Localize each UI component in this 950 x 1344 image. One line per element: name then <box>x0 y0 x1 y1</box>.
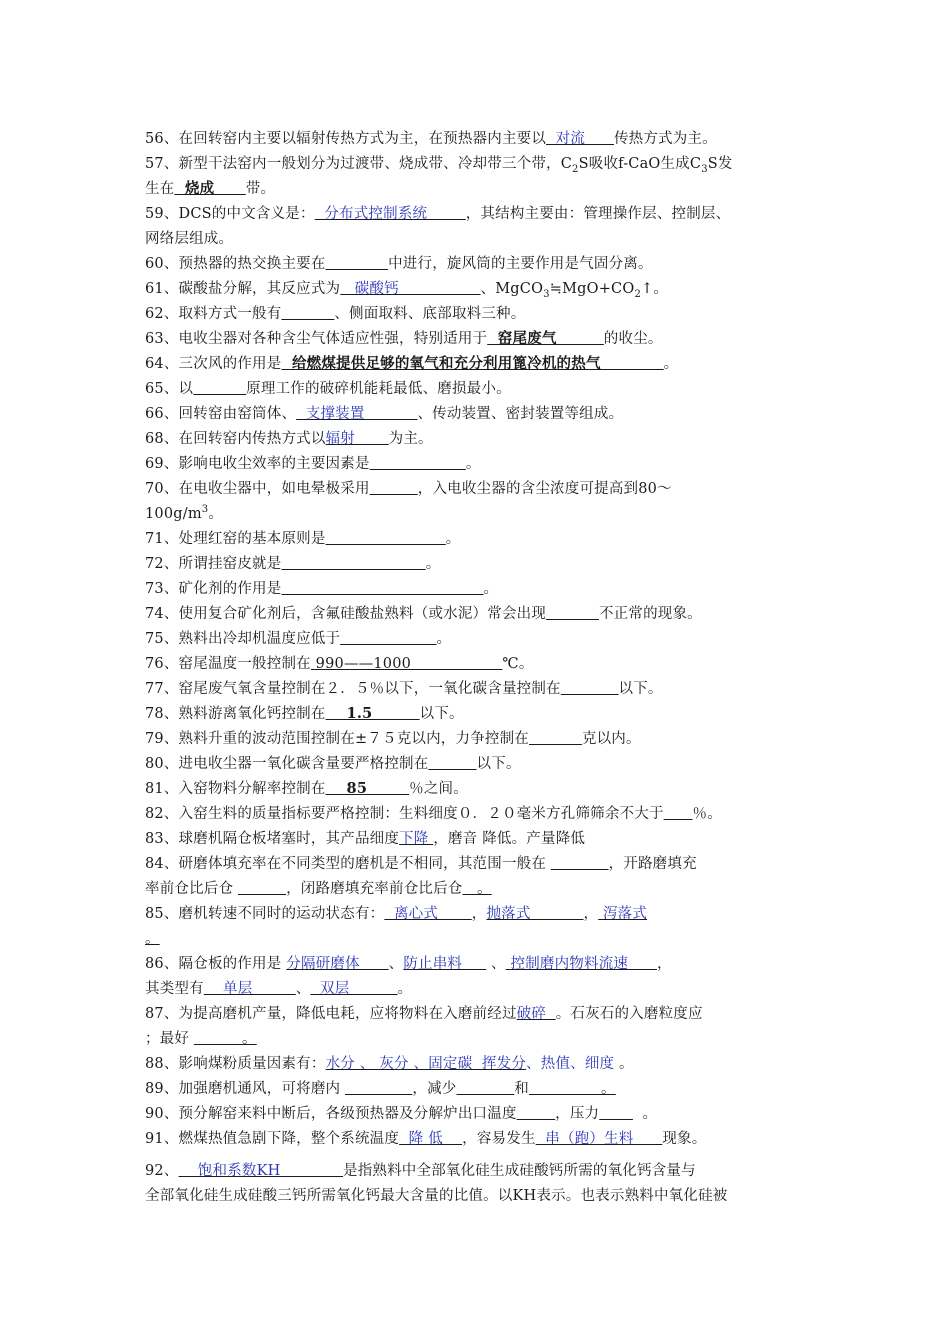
question-92-cont <box>145 1187 817 1205</box>
q87-text: 87、为提高磨机产量，降低电耗，应将物料在入磨前经过 <box>145 1006 517 1022</box>
q66-text-end: 、传动装置、密封装置等组成。 <box>417 406 624 422</box>
q91-answer-2: 串（跑）生料 <box>535 1131 663 1147</box>
question-85-cont <box>145 930 817 948</box>
q92-answer: 饱和系数KH <box>178 1163 343 1179</box>
q65-blank <box>193 381 246 397</box>
q56-text: 56、在回转窑内主要以辐射传热方式为主，在预热器内主要以 <box>145 131 547 147</box>
q87-answer: 破碎 <box>516 1006 547 1022</box>
question-78 <box>145 705 817 723</box>
q74-text: 74、使用复合矿化剂后，含氟硅酸盐熟料（或水泥）常会出现 <box>145 606 547 622</box>
q60-text: 60、预热器的热交换主要在 <box>145 256 326 272</box>
q59-text: 59、DCS的中文含义是： <box>145 206 315 222</box>
q70-blank <box>370 481 418 497</box>
q61-text-3: ≒MgO+CO <box>549 281 635 297</box>
q61-sub-2: 2 <box>634 288 641 300</box>
q85-text-end: 。 <box>145 931 160 947</box>
question-90 <box>145 1105 817 1123</box>
q63-text: 63、电收尘器对各种含尘气体适应性强，特别适用于 <box>145 331 488 347</box>
q59-text-3: 网络层组成。 <box>145 231 234 247</box>
q90-blank-2 <box>599 1106 633 1122</box>
q92-text: 是指熟料中全部氧化硅生成硅酸钙所需的氧化钙含量与 <box>343 1163 696 1179</box>
q84-blank-3: 。 <box>462 881 492 897</box>
q70-text: 70、在电收尘器中，如电晕极采用 <box>145 481 370 497</box>
q88-text: 88、影响煤粉质量因素有： <box>145 1056 326 1072</box>
q91-text-2: ，容易发生 <box>462 1131 536 1147</box>
question-64 <box>145 355 817 373</box>
q89-text-3: 和 <box>514 1081 529 1097</box>
question-65 <box>145 380 817 398</box>
q61-text-end: ↑。 <box>641 281 669 297</box>
q80-text: 80、进电收尘器一氧化碳含量要严格控制在 <box>145 756 429 772</box>
q90-blank-1 <box>517 1106 555 1122</box>
question-57 <box>145 155 817 173</box>
question-57-cont <box>145 180 817 198</box>
q86-text-2: 其类型有 <box>145 981 204 997</box>
q57-sub-2: 3 <box>701 163 708 175</box>
q65-text-end: 原理工作的破碎机能耗最低、磨损最小。 <box>246 381 511 397</box>
q80-blank <box>428 756 476 772</box>
q77-blank <box>561 681 619 697</box>
q90-text-2: ，压力 <box>555 1106 600 1122</box>
question-92: 92、 饱和系数KH 是指熟料中全部氧化硅生成硅酸钙所需的氧化钙含量与 <box>145 1163 696 1179</box>
q76-text-end: ℃。 <box>502 656 534 672</box>
q87-blank-2: 。 <box>193 1031 257 1047</box>
q71-text-end: 。 <box>445 531 461 547</box>
question-85 <box>145 905 817 923</box>
q86-text-end: 。 <box>397 981 413 997</box>
q80-text-end: 以下。 <box>476 756 521 772</box>
q86-answer-2: 防止串料 <box>403 956 487 972</box>
q72-blank <box>281 556 425 572</box>
q68-text: 68、在回转窑内传热方式以 <box>145 431 326 447</box>
q62-text-end: 、侧面取料、底部取料三种。 <box>334 306 526 322</box>
q89-blank-1 <box>345 1081 412 1097</box>
q86-answer-5: 双层 <box>310 981 398 997</box>
q59-text-2: ，其结构主要由：管理操作层、控制层、 <box>465 206 731 222</box>
q75-text-end: 。 <box>436 631 452 647</box>
question-86 <box>145 955 817 973</box>
q89-text: 89、加强磨机通风，可将磨内 <box>145 1081 346 1097</box>
question-69 <box>145 455 817 473</box>
question-83 <box>145 830 817 848</box>
q85-sep-2: ， <box>583 906 599 922</box>
q72-text: 72、所谓挂窑皮就是 <box>145 556 282 572</box>
question-84 <box>145 855 817 873</box>
q68-answer: 辐射 <box>325 431 389 447</box>
q73-text-end: 。 <box>483 581 499 597</box>
q77-text-end: 以下。 <box>618 681 663 697</box>
q57-text-4: 生在 <box>145 181 175 197</box>
q84-text-4: ，闭路磨填充率前仓比后仓 <box>286 881 463 897</box>
q86-sep-4: 、 <box>295 981 311 997</box>
q78-text: 78、熟料游离氧化钙控制在 <box>145 706 326 722</box>
q88-answer-1: 水分 、 <box>325 1056 375 1072</box>
q87-blank <box>546 1006 556 1022</box>
q61-answer: 碳酸钙 <box>340 281 481 297</box>
q75-blank <box>340 631 436 647</box>
q88-answer-2: 灰分 <box>374 1056 414 1072</box>
q57-answer: 烧成 <box>174 180 246 197</box>
q57-sub-1: 2 <box>572 163 579 175</box>
question-59 <box>145 205 817 223</box>
q59-answer: 分布式控制系统 <box>314 206 466 222</box>
q61-text-2: 、MgCO <box>480 281 544 297</box>
q83-text: 83、球磨机隔仓板堵塞时，其产品细度 <box>145 831 400 847</box>
q84-text-3: 率前仓比后仓 <box>145 881 239 897</box>
question-80 <box>145 755 817 773</box>
q73-blank <box>281 581 483 597</box>
q89-blank-2 <box>457 1081 515 1097</box>
q57-text-2: S吸收f-CaO生成C <box>578 156 702 172</box>
q90-text-end: 。 <box>632 1106 658 1122</box>
q74-text-end: 不正常的现象。 <box>598 606 702 622</box>
q81-text: 81、入窑物料分解率控制在 <box>145 781 326 797</box>
q65-text: 65、以 <box>145 381 194 397</box>
q81-answer: 85 <box>325 780 410 797</box>
q69-text-end: 。 <box>465 456 481 472</box>
q70-sup: 3 <box>201 504 209 516</box>
q88-text-end: 。 <box>614 1056 634 1072</box>
q86-sep-2: 、 <box>486 956 506 972</box>
question-88 <box>145 1055 817 1073</box>
q70-text-end: 。 <box>208 506 224 522</box>
question-75 <box>145 630 817 648</box>
q91-text-end: 现象。 <box>662 1131 707 1147</box>
q82-blank <box>664 806 693 822</box>
q88-answer-4: 、热值、细度 <box>526 1056 615 1072</box>
q61-sub-1: 3 <box>543 288 550 300</box>
q60-blank <box>326 256 389 272</box>
question-76 <box>145 655 817 673</box>
q56-answer: 对流 <box>546 131 614 147</box>
question-87-cont <box>145 1030 817 1048</box>
question-71 <box>145 530 817 548</box>
q89-blank-3: 。 <box>528 1081 616 1097</box>
question-56 <box>145 130 817 148</box>
q64-answer: 给燃煤提供足够的氧气和充分利用篦冷机的热气 <box>281 355 664 372</box>
q92-text-2: 全部氧化硅生成硅酸三钙所需氧化钙最大含量的比值。以KH表示。也表示熟料中氧化硅被 <box>145 1188 728 1204</box>
q79-blank <box>529 731 582 747</box>
q79-text-end: 克以内。 <box>581 731 641 747</box>
q86-sep-1: 、 <box>388 956 404 972</box>
q63-answer: 窑尾废气 <box>487 330 604 347</box>
question-61 <box>145 280 817 298</box>
q84-blank-1 <box>551 856 609 872</box>
q62-text: 62、取料方式一般有 <box>145 306 282 322</box>
q57-text-3: S发 <box>707 156 733 172</box>
q83-text-end: ，磨音 降低。产量降低 <box>433 831 586 847</box>
q85-answer-2: 抛落式 <box>486 906 584 922</box>
question-79 <box>145 730 817 748</box>
q62-blank <box>281 306 334 322</box>
q88-answer-3: 、固定碳 挥发分 <box>413 1056 527 1072</box>
q78-text-end: 以下。 <box>419 706 464 722</box>
q69-blank <box>370 456 466 472</box>
question-82 <box>145 805 817 823</box>
question-87 <box>145 1005 817 1023</box>
question-66 <box>145 405 817 423</box>
q83-answer: 下降 <box>399 831 434 847</box>
question-91 <box>145 1130 817 1148</box>
q91-answer-1: 降 低 <box>399 1131 463 1147</box>
question-63 <box>145 330 817 348</box>
q70-text-3: 100g/m <box>145 506 202 522</box>
question-81 <box>145 780 817 798</box>
q86-answer-3: 控制磨内物料流速 <box>505 956 657 972</box>
q61-text: 61、碳酸盐分解，其反应式为 <box>145 281 341 297</box>
q69-text: 69、影响电收尘效率的主要因素是 <box>145 456 370 472</box>
q82-text-end: ％。 <box>692 806 722 822</box>
q86-answer-1: 分隔研磨体 <box>286 956 389 972</box>
q89-text-2: ，减少 <box>412 1081 457 1097</box>
question-62 <box>145 305 817 323</box>
question-70-cont <box>145 505 817 523</box>
q84-text-2: ，开路磨填充 <box>608 856 697 872</box>
q85-text: 85、磨机转速不同时的运动状态有： <box>145 906 385 922</box>
q66-answer: 支撑装置 <box>296 406 418 422</box>
q71-blank <box>326 531 446 547</box>
question-86-cont <box>145 980 817 998</box>
q84-text: 84、研磨体填充率在不同类型的磨机是不相同，其范围一般在 <box>145 856 551 872</box>
question-74 <box>145 605 817 623</box>
q74-blank <box>546 606 599 622</box>
question-68 <box>145 430 817 448</box>
q87-text-2: 。石灰石的入磨粒度应 <box>555 1006 703 1022</box>
q60-text-end: 中进行，旋风筒的主要作用是气固分离。 <box>388 256 653 272</box>
question-59-cont <box>145 230 817 248</box>
q85-answer-3: 泻落式 <box>598 906 648 922</box>
q75-text: 75、熟料出冷却机温度应低于 <box>145 631 341 647</box>
q72-text-end: 。 <box>425 556 441 572</box>
question-73 <box>145 580 817 598</box>
q79-text: 79、熟料升重的波动范围控制在±７５克以内，力争控制在 <box>145 731 529 747</box>
q87-text-3: ；最好 <box>145 1031 194 1047</box>
q91-text: 91、燃煤热值急剧下降，整个系统温度 <box>145 1131 400 1147</box>
q73-text: 73、矿化剂的作用是 <box>145 581 282 597</box>
q64-text-end: 。 <box>663 356 679 372</box>
q81-text-end: ％之间。 <box>409 781 468 797</box>
q77-text: 77、窑尾废气氧含量控制在２．５％以下，一氧化碳含量控制在 <box>145 681 561 697</box>
q76-answer: 990——1000 <box>310 656 503 672</box>
q85-sep-1: ， <box>471 906 487 922</box>
q57-text: 57、新型干法窑内一般划分为过渡带、烧成带、冷却带三个带，C <box>145 156 573 172</box>
question-89 <box>145 1080 817 1098</box>
q86-sep-3: ， <box>656 956 672 972</box>
q78-answer: 1.5 <box>325 705 420 722</box>
q90-text: 90、预分解窑来料中断后，各级预热器及分解炉出口温度 <box>145 1106 517 1122</box>
q76-text: 76、窑尾温度一般控制在 <box>145 656 311 672</box>
q84-blank-2 <box>238 881 286 897</box>
q66-text: 66、回转窑由窑筒体、 <box>145 406 297 422</box>
q82-text: 82、入窑生料的质量指标要严格控制：生料细度０．２０毫米方孔筛筛余不大于 <box>145 806 664 822</box>
q64-text: 64、三次风的作用是 <box>145 356 282 372</box>
q68-text-end: 为主。 <box>388 431 433 447</box>
q56-text-end: 传热方式为主。 <box>613 131 717 147</box>
q70-text-2: ，入电收尘器的含尘浓度可提高到80～ <box>417 481 672 497</box>
q86-answer-4: 单层 <box>203 981 296 997</box>
q63-text-end: 的收尘。 <box>603 331 663 347</box>
question-84-cont <box>145 880 817 898</box>
question-72 <box>145 555 817 573</box>
q71-text: 71、处理红窑的基本原则是 <box>145 531 326 547</box>
question-60 <box>145 255 817 273</box>
q86-text: 86、隔仓板的作用是 <box>145 956 287 972</box>
q85-answer-1: 离心式 <box>384 906 472 922</box>
question-77 <box>145 680 817 698</box>
question-70 <box>145 480 817 498</box>
q57-text-end: 带。 <box>245 181 276 197</box>
